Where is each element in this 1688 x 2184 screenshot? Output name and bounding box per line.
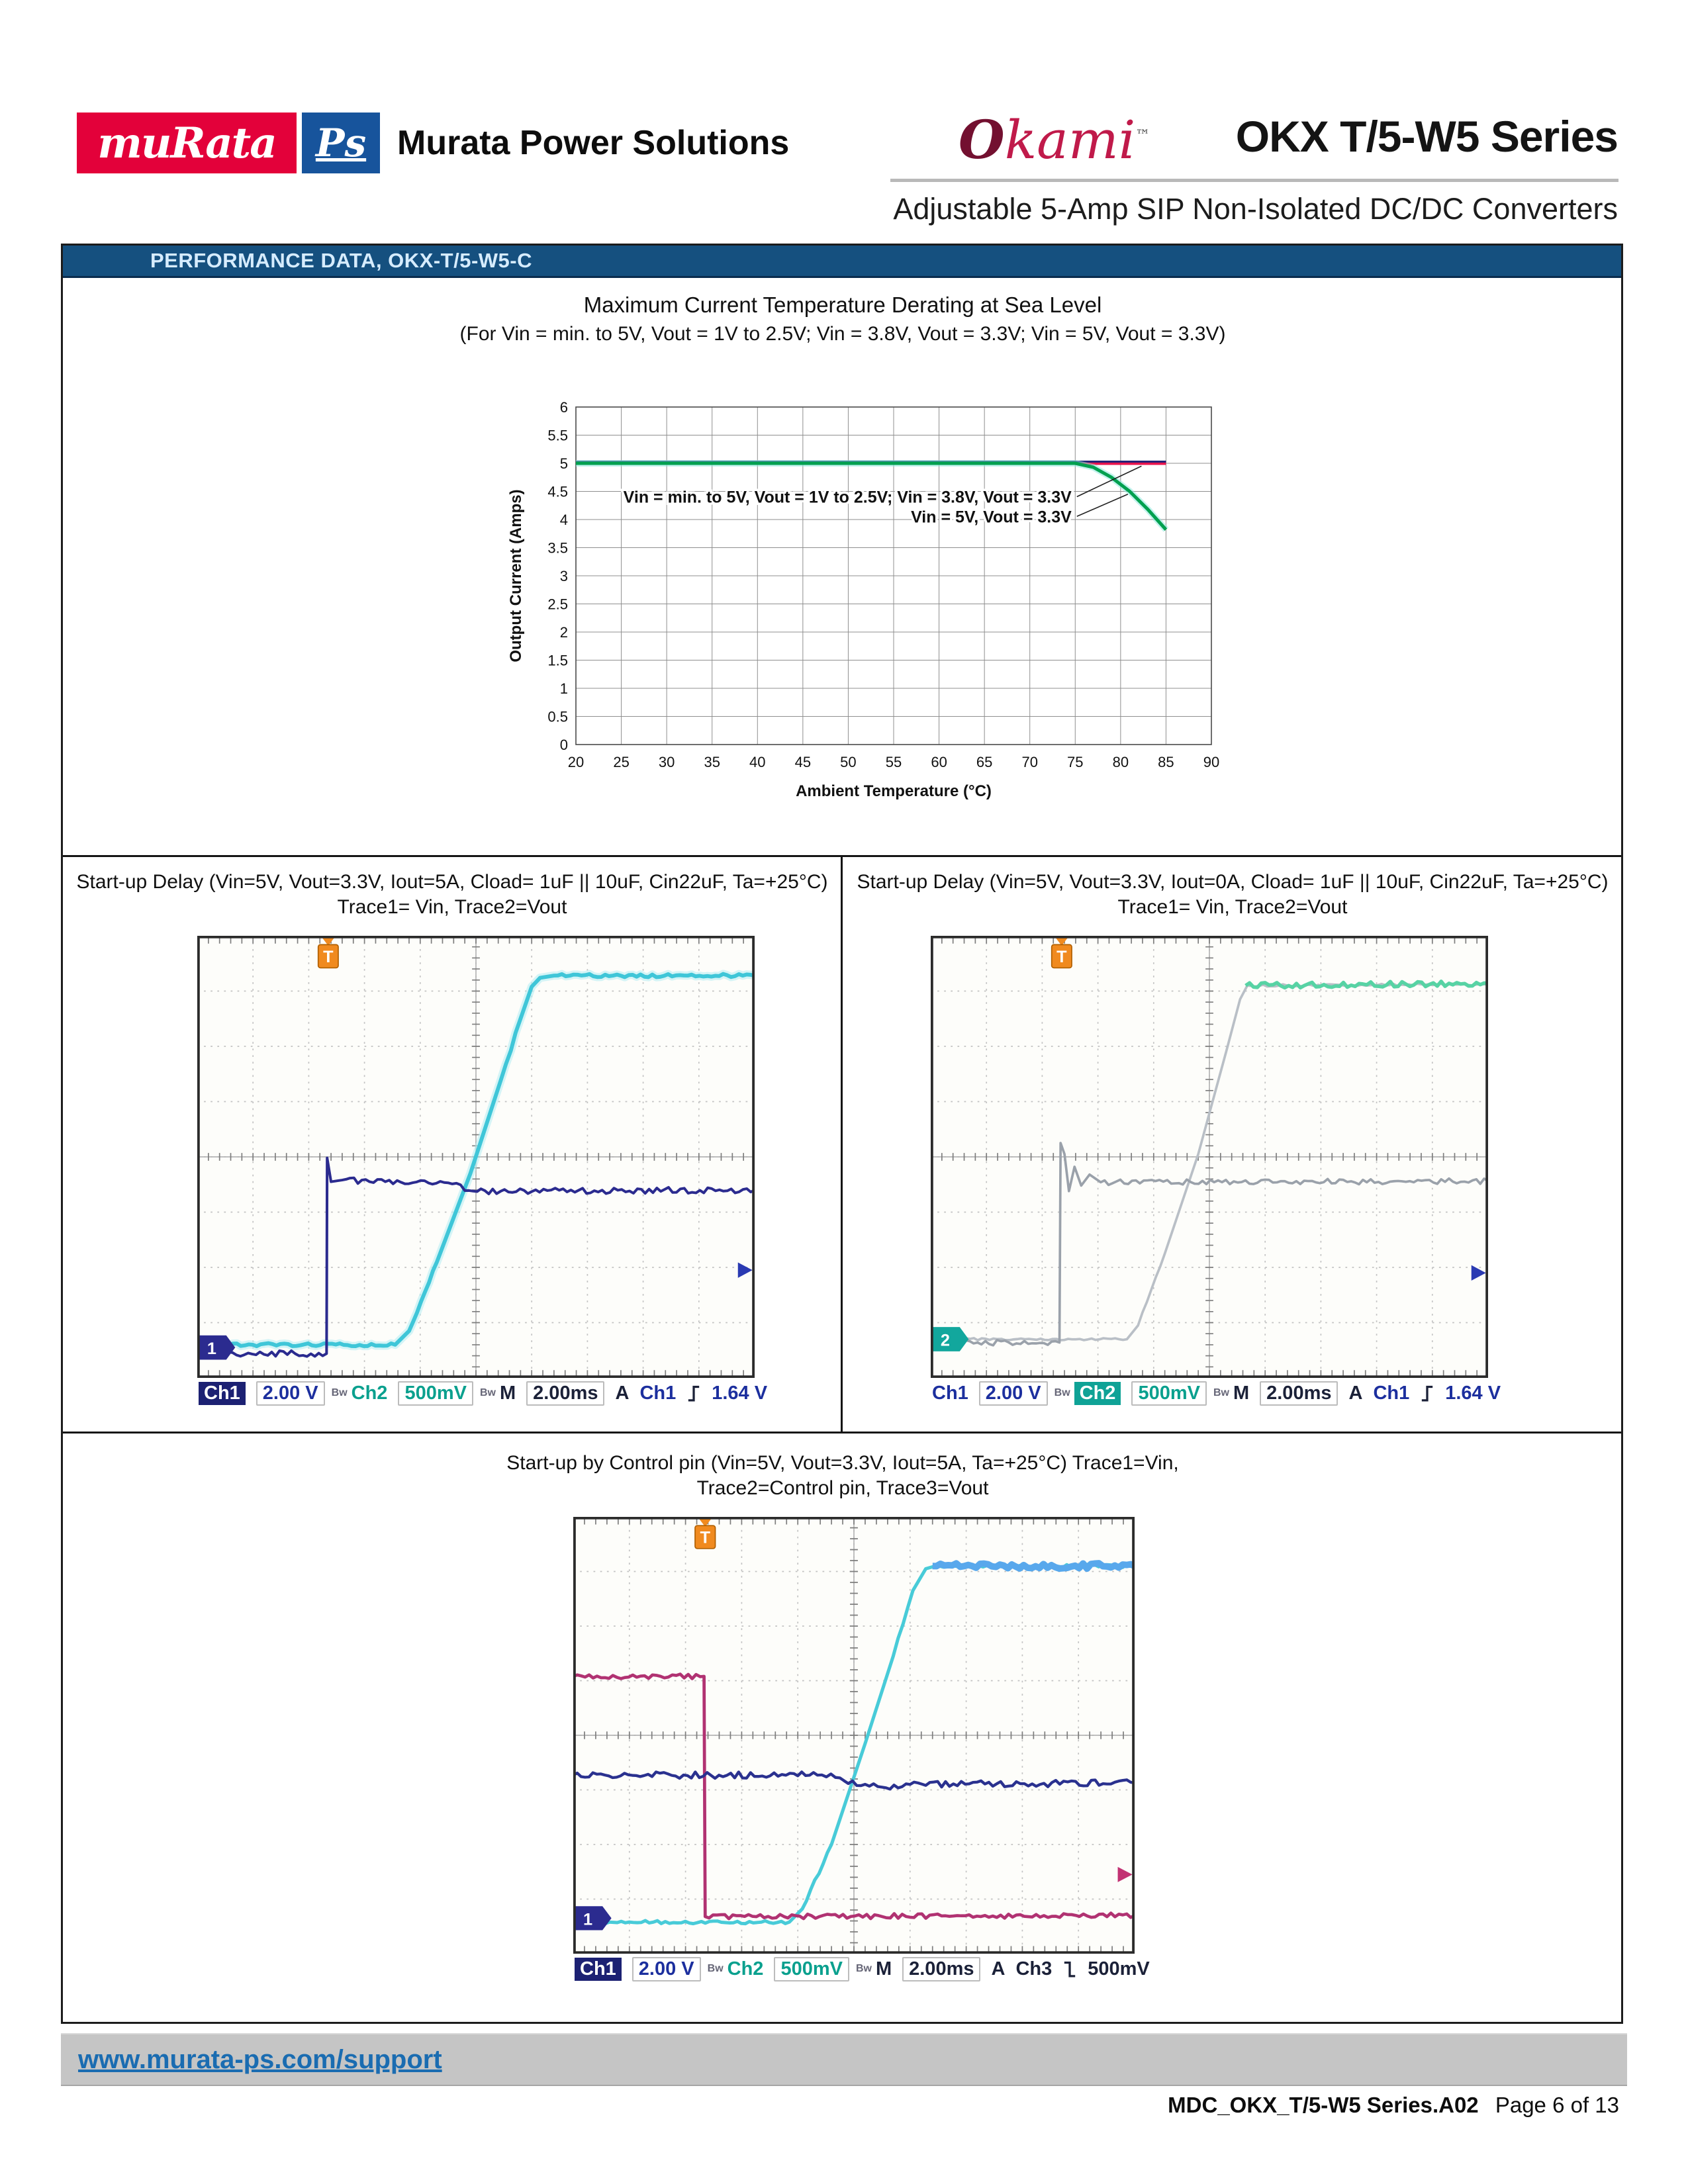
svg-text:85: 85 xyxy=(1158,754,1174,770)
bandwidth-limit-icon: Bw xyxy=(331,1387,348,1398)
svg-text:1.5: 1.5 xyxy=(547,652,568,669)
scope3-title-line1: Start-up by Control pin (Vin=5V, Vout=3.3V, Iout=5A, Ta=+25°C) Trace1=Vin, xyxy=(506,1452,1179,1474)
scope-readout xyxy=(573,1954,1150,1984)
scope3-title xyxy=(506,1451,1178,1501)
svg-text:60: 60 xyxy=(931,754,947,770)
trigger-level: 1.64 V xyxy=(1445,1382,1501,1404)
scope1-title xyxy=(76,870,827,920)
okami-logo xyxy=(959,109,1150,171)
svg-text:35: 35 xyxy=(704,754,720,770)
scope1-title-line2: Trace1= Vin, Trace2=Vout xyxy=(337,896,567,918)
timebase-label: M xyxy=(875,1958,892,1979)
bandwidth-limit-icon: Bw xyxy=(855,1963,872,1974)
svg-text:40: 40 xyxy=(749,754,766,770)
svg-text:Vin = 5V, Vout = 3.3V: Vin = 5V, Vout = 3.3V xyxy=(911,508,1072,527)
svg-text:1: 1 xyxy=(583,1910,593,1929)
series-subtitle: Adjustable 5-Amp SIP Non-Isolated DC/DC Converters xyxy=(893,192,1618,226)
trigger-level: 500mV xyxy=(1088,1958,1150,1979)
svg-text:T: T xyxy=(700,1528,711,1547)
scope-readout xyxy=(197,1378,768,1408)
svg-text:4: 4 xyxy=(559,512,568,528)
oscilloscope-startup-delay-0a xyxy=(931,936,1501,1408)
svg-text:5.5: 5.5 xyxy=(547,427,568,444)
scope2-title-line2: Trace1= Vin, Trace2=Vout xyxy=(1117,896,1348,918)
trademark-symbol: ™ xyxy=(1135,127,1150,144)
scope2-title-line1: Start-up Delay (Vin=5V, Vout=3.3V, Iout=0A, Cload= 1uF || 10uF, Cin22uF, Ta=+25°C) xyxy=(857,871,1609,893)
document-id: MDC_OKX_T/5-W5 Series.A02 xyxy=(1168,2093,1479,2117)
okami-logo-text: kami xyxy=(1004,109,1136,171)
section-header-title: PERFORMANCE DATA, OKX-T/5-W5-C xyxy=(150,249,532,272)
scope-screen xyxy=(197,936,755,1378)
ch2-scale: 500mV xyxy=(774,1957,849,1981)
panel-divider-horizontal-2 xyxy=(63,1432,1621,1433)
timebase-value: 2.00ms xyxy=(902,1957,980,1981)
panel-divider-vertical xyxy=(841,857,843,1432)
svg-text:30: 30 xyxy=(658,754,675,770)
svg-text:4.5: 4.5 xyxy=(547,483,568,500)
timebase-value: 2.00ms xyxy=(1260,1381,1338,1406)
footer-bar xyxy=(61,2033,1627,2086)
derating-chart xyxy=(493,387,1254,824)
derating-chart-title: Maximum Current Temperature Derating at Sea Level xyxy=(583,293,1102,317)
ch1-channel-badge: Ch1 xyxy=(575,1958,622,1981)
svg-text:2: 2 xyxy=(559,624,568,641)
ch2-scale: 500mV xyxy=(1131,1381,1207,1406)
ch1-scale: 2.00 V xyxy=(979,1381,1048,1406)
svg-text:0: 0 xyxy=(559,737,568,753)
acquisition-label: A xyxy=(991,1958,1006,1979)
timebase-label: M xyxy=(499,1382,516,1404)
oscilloscope-control-pin-startup xyxy=(573,1517,1150,1984)
svg-text:1: 1 xyxy=(559,680,568,697)
falling-edge-icon xyxy=(1062,1959,1077,1979)
scope-readout xyxy=(931,1378,1501,1408)
company-name: Murata Power Solutions xyxy=(397,124,790,162)
scope-screen-svg xyxy=(573,1517,1135,1954)
scope3-title-line2: Trace2=Control pin, Trace3=Vout xyxy=(696,1477,989,1499)
svg-text:0.5: 0.5 xyxy=(547,708,568,725)
svg-text:75: 75 xyxy=(1067,754,1084,770)
svg-text:3.5: 3.5 xyxy=(547,539,568,557)
rising-edge-icon xyxy=(1420,1383,1434,1403)
ch2-channel-badge: Ch2 xyxy=(1074,1382,1121,1405)
oscilloscope-startup-delay-5a xyxy=(197,936,768,1408)
acquisition-label: A xyxy=(615,1382,630,1404)
trigger-source: Ch1 xyxy=(639,1382,677,1404)
trigger-level: 1.64 V xyxy=(712,1382,768,1404)
svg-text:25: 25 xyxy=(613,754,630,770)
ps-logo xyxy=(302,113,380,173)
svg-text:T: T xyxy=(1056,948,1067,967)
acquisition-label: A xyxy=(1348,1382,1363,1404)
scope2-title xyxy=(857,870,1608,920)
svg-text:6: 6 xyxy=(559,399,568,416)
svg-text:50: 50 xyxy=(840,754,857,770)
murata-logo-script: muRata xyxy=(97,118,276,168)
bandwidth-limit-icon: Bw xyxy=(1054,1387,1070,1398)
ch2-channel-label: Ch2 xyxy=(727,1958,764,1979)
svg-text:65: 65 xyxy=(976,754,993,770)
ch1-scale: 2.00 V xyxy=(632,1957,701,1981)
svg-text:45: 45 xyxy=(794,754,812,770)
scope-screen xyxy=(931,936,1488,1378)
scope-screen xyxy=(573,1517,1135,1954)
svg-text:55: 55 xyxy=(885,754,902,770)
trigger-source: Ch3 xyxy=(1015,1958,1053,1979)
svg-text:T: T xyxy=(323,948,334,967)
derating-chart-subtitle: (For Vin = min. to 5V, Vout = 1V to 2.5V; Vin = 3.8V, Vout = 3.3V; Vin = 5V, Vout = 3.3V) xyxy=(459,323,1226,345)
section-header-bar xyxy=(63,246,1621,278)
ch2-channel-label: Ch2 xyxy=(351,1382,388,1404)
svg-text:3: 3 xyxy=(559,568,568,584)
bandwidth-limit-icon: Bw xyxy=(707,1963,724,1974)
page-number: Page 6 of 13 xyxy=(1495,2093,1619,2117)
svg-text:20: 20 xyxy=(567,754,585,770)
scope-screen-svg xyxy=(931,936,1488,1378)
murata-logo xyxy=(77,113,297,173)
header-divider xyxy=(890,179,1618,182)
document-footer xyxy=(1168,2093,1619,2118)
ch1-scale: 2.00 V xyxy=(256,1381,325,1406)
svg-text:80: 80 xyxy=(1112,754,1129,770)
svg-text:Output Current (Amps): Output Current (Amps) xyxy=(507,489,525,662)
svg-text:5: 5 xyxy=(559,455,568,472)
scope1-title-line1: Start-up Delay (Vin=5V, Vout=3.3V, Iout=5A, Cload= 1uF || 10uF, Cin22uF, Ta=+25°C) xyxy=(76,871,828,893)
timebase-value: 2.00ms xyxy=(526,1381,604,1406)
svg-text:Ambient Temperature (°C): Ambient Temperature (°C) xyxy=(796,782,992,800)
ps-logo-text: Ps xyxy=(315,120,367,165)
svg-text:90: 90 xyxy=(1203,754,1220,770)
svg-text:70: 70 xyxy=(1021,754,1038,770)
ch1-channel-badge: Ch1 xyxy=(199,1382,246,1405)
svg-text:1: 1 xyxy=(207,1340,216,1359)
trigger-source: Ch1 xyxy=(1373,1382,1410,1404)
okami-brush-o: O xyxy=(959,109,1005,171)
support-link[interactable]: www.murata-ps.com/support xyxy=(78,2045,442,2074)
svg-text:Vin = min. to 5V, Vout = 1V to: Vin = min. to 5V, Vout = 1V to 2.5V; Vin = 3.8V, Vout = 3.3V xyxy=(623,488,1072,507)
svg-text:2.5: 2.5 xyxy=(547,596,568,613)
rising-edge-icon xyxy=(686,1383,701,1403)
scope-screen-svg xyxy=(197,936,755,1378)
series-title: OKX T/5-W5 Series xyxy=(1235,112,1618,161)
svg-text:2: 2 xyxy=(940,1331,950,1350)
derating-chart-svg xyxy=(493,387,1254,824)
bandwidth-limit-icon: Bw xyxy=(1213,1387,1229,1398)
bandwidth-limit-icon: Bw xyxy=(479,1387,496,1398)
ch1-channel-label: Ch1 xyxy=(932,1382,968,1404)
ch2-scale: 500mV xyxy=(398,1381,473,1406)
timebase-label: M xyxy=(1233,1382,1250,1404)
